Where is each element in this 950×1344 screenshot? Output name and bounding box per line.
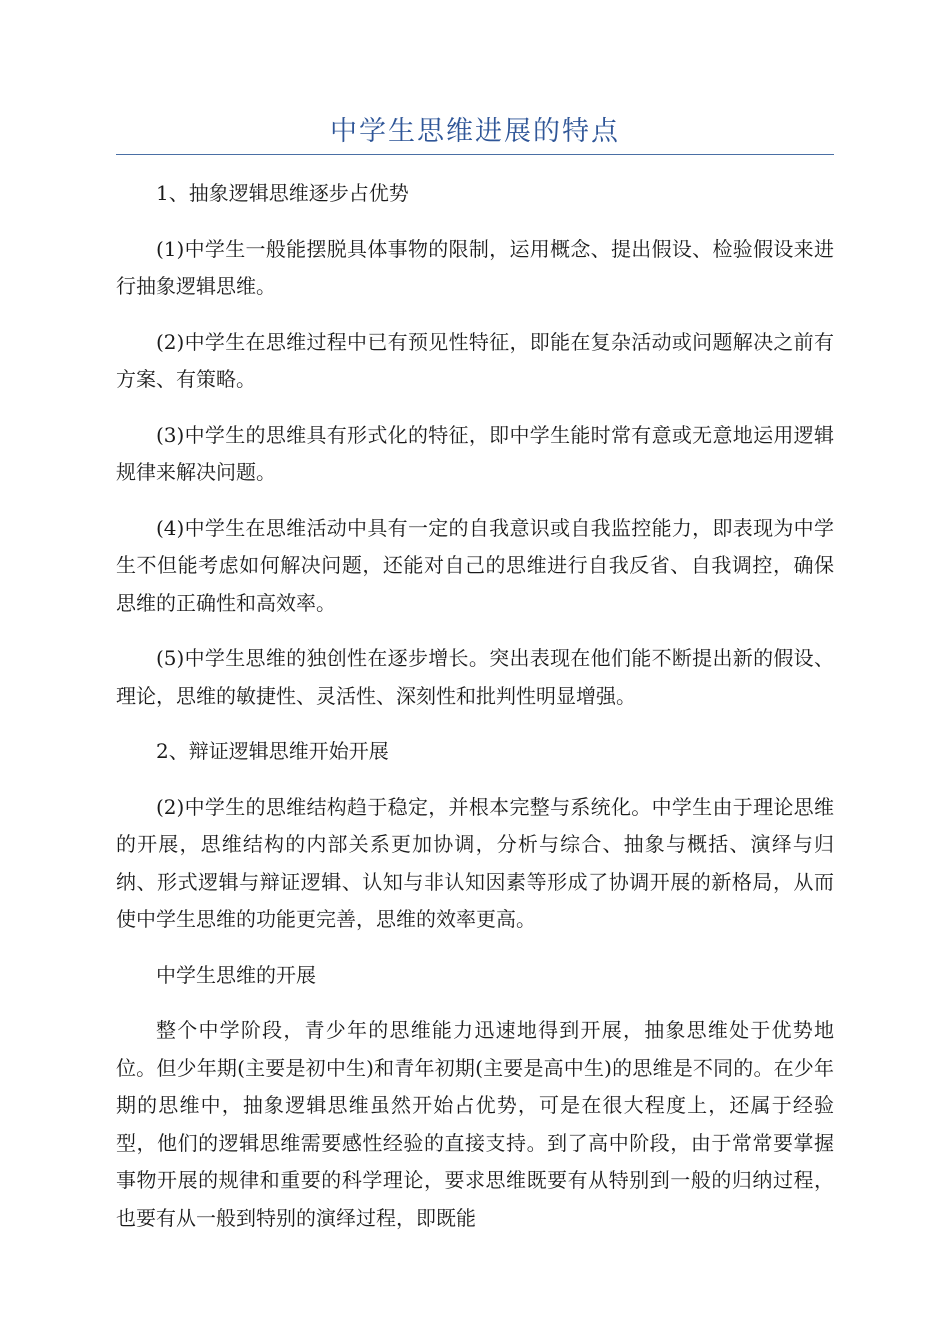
title-underline-rule <box>116 154 834 155</box>
paragraph-1: (1)中学生一般能摆脱具体事物的限制，运用概念、提出假设、检验假设来进行抽象逻辑思维。 <box>116 236 834 298</box>
heading-thinking-development: 中学生思维的开展 <box>156 962 316 987</box>
paragraph-5: (5)中学生思维的独创性在逐步增长。突出表现在他们能不断提出新的假设、理论，思维的敏捷性、灵活性、深刻性和批判性明显增强。 <box>116 646 834 708</box>
document-title: 中学生思维进展的特点 <box>330 116 620 147</box>
paragraph-structure: (2)中学生的思维结构趋于稳定，并根本完整与系统化。中学生由于理论思维的开展，思维结构的内部关系更加协调，分析与综合、抽象与概括、演绎与归纳、形式逻辑与辩证逻辑、认知与非认知因素等形成了协调开展的新格局，从而使中学生思维的功能更完善，思维的效率更高。 <box>116 794 834 931</box>
heading-abstract-logic: 1、抽象逻辑思维逐步占优势 <box>156 181 409 205</box>
paragraph-4: (4)中学生在思维活动中具有一定的自我意识或自我监控能力，即表现为中学生不但能考虑如何解决问题，还能对自己的思维进行自我反省、自我调控，确保思维的正确性和高效率。 <box>116 515 834 615</box>
document-body <box>116 175 834 1255</box>
paragraph-development: 整个中学阶段，青少年的思维能力迅速地得到开展，抽象思维处于优势地位。但少年期(主要是初中生)和青年初期(主要是高中生)的思维是不同的。在少年期的思维中，抽象逻辑思维虽然开始占优势，可是在很大程度上，还属于经验型，他们的逻辑思维需要感性经验的直接支持。到了高中阶段，由于常常要掌握事物开展的规律和重要的科学理论，要求思维既要有从特别到一般的归纳过程，也要有从一般到特别的演绎过程，即既能 <box>116 1018 834 1230</box>
paragraph-2: (2)中学生在思维过程中已有预见性特征，即能在复杂活动或问题解决之前有方案、有策略。 <box>116 329 834 391</box>
paragraph-3: (3)中学生的思维具有形式化的特征，即中学生能时常有意或无意地运用逻辑规律来解决问题。 <box>116 422 834 484</box>
heading-dialectical-logic: 2、辩证逻辑思维开始开展 <box>156 739 389 763</box>
